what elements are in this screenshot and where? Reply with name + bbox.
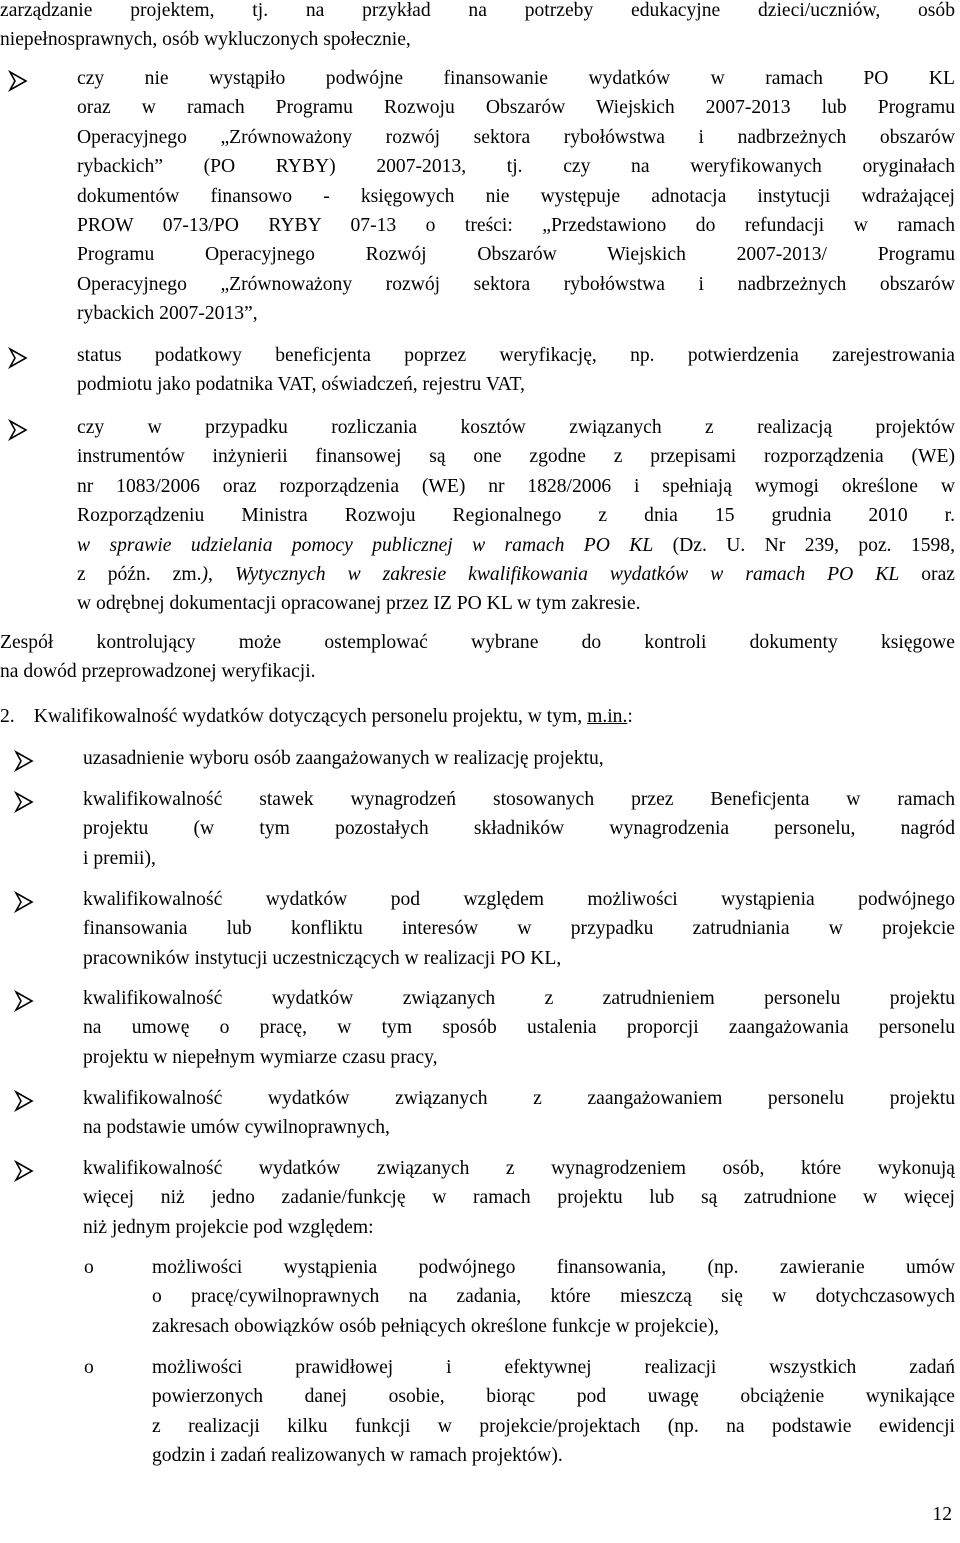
text-line: zakresach obowiązków osób pełniących określone funkcje w projekcie), — [152, 1315, 719, 1337]
bullet-civil-contracts — [83, 1084, 955, 1143]
arrow-bullet-icon — [14, 750, 34, 774]
page-number: 12 — [932, 1504, 952, 1525]
text-line: kwalifikowalność wydatków związanych z zaangażowaniem personelu projektu — [83, 1088, 955, 1109]
text-line: uzasadnienie wyboru osób zaangażowanych w realizację projektu, — [83, 748, 604, 769]
text-line: i premii), — [83, 847, 156, 869]
text-line — [77, 531, 955, 560]
section-2-heading — [0, 702, 955, 731]
text-line: Operacyjnego „Zrównoważony rozwój sektora rybołówstwa i nadbrzeżnych obszarów — [77, 273, 955, 295]
bullet-multiple-functions — [83, 1154, 955, 1242]
punctuation: : — [627, 706, 633, 727]
text-line: kwalifikowalność wydatków związanych z zatrudnieniem personelu projektu — [83, 988, 955, 1009]
arrow-bullet-icon — [8, 347, 28, 371]
citation-text: z późn. zm. — [77, 564, 202, 586]
arrow-bullet-icon — [8, 70, 28, 94]
text-line: Operacyjnego „Zrównoważony rozwój sektora rybołówstwa i nadbrzeżnych obszarów — [77, 126, 955, 148]
text-line: nr 1083/2006 oraz rozporządzenia (WE) nr 1828/2006 i spełniają wymogi określone w — [77, 475, 955, 497]
bullet-double-financing — [77, 64, 955, 329]
text-line: zarządzanie projektem, tj. na przykład na potrzeby edukacyjne dzieci/uczniów, osób — [0, 0, 955, 21]
subitem-double-financing — [152, 1253, 955, 1341]
text-line: instrumentów inżynierii finansowej są one zgodne z przepisami rozporządzenia (WE) — [77, 446, 955, 468]
text-line: PROW 07-13/PO RYBY 07-13 o treści: „Przedstawiono do refundacji w ramach — [77, 215, 955, 237]
text-line — [0, 702, 955, 731]
text-line: możliwości prawidłowej i efektywnej realizacji wszystkich zadań — [152, 1357, 955, 1378]
text-line: czy nie wystąpiło podwójne finansowanie wydatków w ramach PO KL — [77, 68, 955, 89]
text-line: więcej niż jedno zadanie/funkcję w ramach projektu lub są zatrudnione w więcej — [83, 1187, 955, 1209]
bullet-selection-justification — [83, 744, 955, 773]
control-team-paragraph — [0, 628, 955, 687]
abbreviation: m.in. — [587, 706, 628, 727]
text-line: powierzonych danej osobie, biorąc pod uwagę obciążenie wynikające — [152, 1386, 955, 1408]
intro-paragraph — [0, 0, 955, 55]
text-line: możliwości wystąpienia podwójnego finansowania, (np. zawieranie umów — [152, 1257, 955, 1278]
text-line: Zespół kontrolujący może ostemplować wybrane do kontroli dokumenty księgowe — [0, 632, 955, 653]
citation-text: (Dz. U. Nr 239, poz. 1598, — [653, 534, 955, 556]
text-line: projektu (w tym pozostałych składników wynagrodzenia personelu, nagród — [83, 818, 955, 840]
bullet-conflict-of-interest — [83, 885, 955, 973]
text-line: na dowód przeprowadzonej weryfikacji. — [0, 661, 316, 683]
text-line: z realizacji kilku funkcji w projekcie/projektach (np. na podstawie ewidencji — [152, 1415, 955, 1437]
section-number: 2. — [0, 706, 15, 727]
text-line: godzin i zadań realizowanych w ramach projektów). — [152, 1445, 563, 1467]
text-line: dokumentów finansowo - księgowych nie występuje adnotacja instytucji wdrażającej — [77, 185, 955, 207]
text-line — [77, 560, 955, 589]
text-line: rybackich” (PO RYBY) 2007-2013, tj. czy na weryfikowanych oryginałach — [77, 156, 955, 178]
subitem-effective-realization — [152, 1353, 955, 1471]
italic-title: w sprawie udzielania pomocy publicznej w ramach PO KL — [77, 534, 654, 556]
text-line: rybackich 2007-2013”, — [77, 303, 258, 325]
italic-title: ), Wytycznych w zakresie kwalifikowania wydatków w ramach PO KL — [201, 564, 900, 586]
circle-bullet-icon: o — [84, 1357, 94, 1378]
arrow-bullet-icon — [14, 791, 34, 815]
text-line: na podstawie umów cywilnoprawnych, — [83, 1117, 390, 1139]
text-line: o pracę/cywilnoprawnych na zadania, które mieszczą się w dotychczasowych — [152, 1286, 955, 1308]
text-line: na umowę o pracę, w tym sposób ustalenia proporcji zaangażowania personelu — [83, 1017, 955, 1039]
arrow-bullet-icon — [14, 1160, 34, 1184]
bullet-financial-instruments — [77, 413, 955, 619]
text-line: oraz w ramach Programu Rozwoju Obszarów Wiejskich 2007-2013 lub Programu — [77, 97, 955, 119]
text-line: podmiotu jako podatnika VAT, oświadczeń, rejestru VAT, — [77, 374, 525, 396]
bullet-pay-rates — [83, 785, 955, 873]
text-line: czy w przypadku rozliczania kosztów związanych z realizacją projektów — [77, 417, 955, 438]
text-line: Rozporządzeniu Ministra Rozwoju Regionalnego z dnia 15 grudnia 2010 r. — [77, 505, 955, 527]
text-fragment: oraz — [899, 564, 955, 586]
text-line: status podatkowy beneficjenta poprzez weryfikację, np. potwierdzenia zarejestrowania — [77, 345, 955, 366]
text-line: w odrębnej dokumentacji opracowanej przez IZ PO KL w tym zakresie. — [77, 593, 641, 615]
arrow-bullet-icon — [14, 1090, 34, 1114]
text-line: niepełnosprawnych, osób wykluczonych społecznie, — [0, 29, 411, 51]
bullet-employment-contract — [83, 984, 955, 1072]
text-line: kwalifikowalność wydatków związanych z wynagrodzeniem osób, które wykonują — [83, 1158, 955, 1179]
arrow-bullet-icon — [8, 419, 28, 443]
text-line: kwalifikowalność stawek wynagrodzeń stosowanych przez Beneficjenta w ramach — [83, 789, 955, 810]
text-line: niż jednym projekcie pod względem: — [83, 1216, 374, 1238]
text-line: pracowników instytucji uczestniczących w realizacji PO KL, — [83, 947, 562, 969]
circle-bullet-icon: o — [84, 1257, 94, 1278]
text-line: finansowania lub konfliktu interesów w przypadku zatrudniania w projekcie — [83, 918, 955, 940]
text-line: projektu w niepełnym wymiarze czasu pracy, — [83, 1046, 438, 1068]
text-line: kwalifikowalność wydatków pod względem możliwości wystąpienia podwójnego — [83, 889, 955, 910]
section-title: Kwalifikowalność wydatków dotyczących personelu projektu, w tym, — [33, 706, 588, 727]
bullet-tax-status — [77, 341, 955, 400]
arrow-bullet-icon — [14, 891, 34, 915]
arrow-bullet-icon — [14, 990, 34, 1014]
text-line: Programu Operacyjnego Rozwój Obszarów Wiejskich 2007-2013/ Programu — [77, 244, 955, 266]
